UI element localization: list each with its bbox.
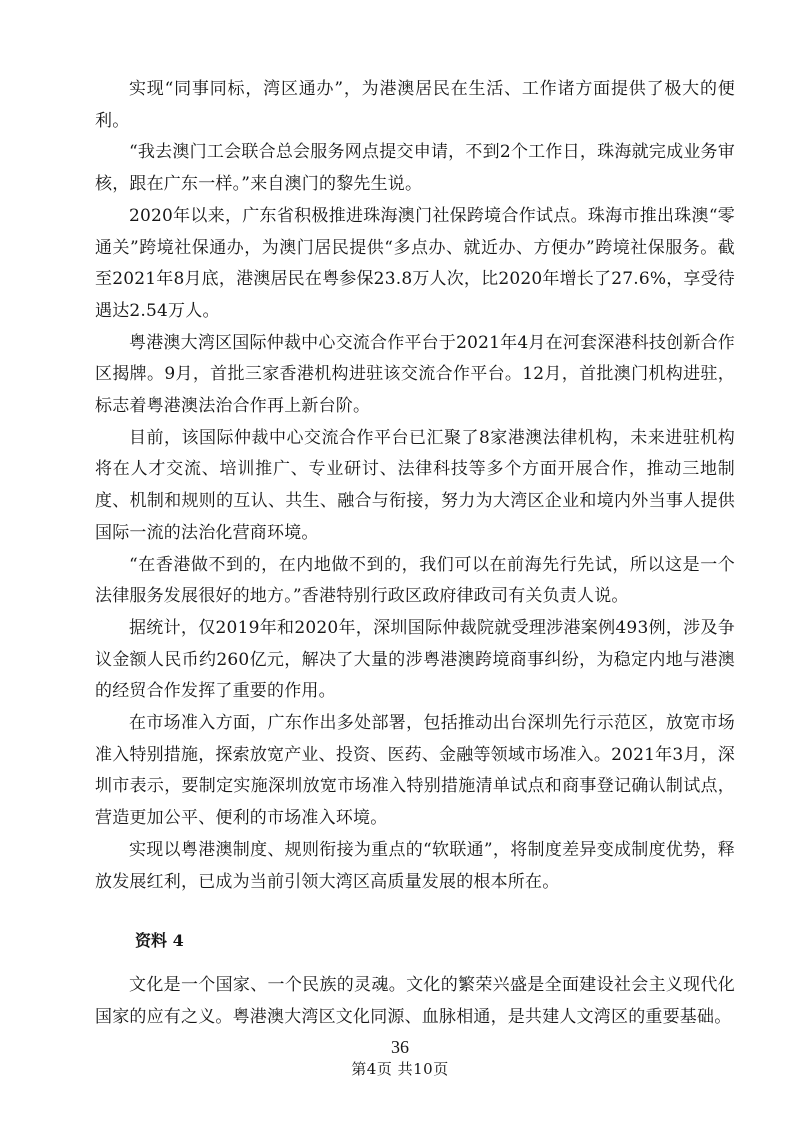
paragraph: 文化是一个国家、一个民族的灵魂。文化的繁荣兴盛是全面建设社会主义现代化国家的应有之义。粤港澳大湾区文化同源、血脉相通，是共建人文湾区的重要基础。	[95, 975, 735, 1027]
paragraph: “在香港做不到的，在内地做不到的，我们可以在前海先行先试，所以这是一个法律服务发展很好的地方。”香港特别行政区政府律政司有关负责人说。	[95, 554, 735, 607]
paragraph: 目前，该国际仲裁中心交流合作平台已汇聚了8家港澳法律机构，未来进驻机构将在人才交流、培训推广、专业研讨、法律科技等多个方面开展合作，推动三地制度、机制和规则的互认、共生、融合与衔接，努力为大湾区企业和境内外当事人提供国际一流的法治化营商环境。	[95, 427, 735, 543]
section-title: 资料 4	[135, 931, 184, 950]
paragraph: 实现以粤港澳制度、规则衔接为重点的“软联通”，将制度差异变成制度优势，释放发展红利，已成为当前引领大湾区高质量发展的根本所在。	[95, 839, 735, 892]
paragraph: 2020年以来，广东省积极推进珠海澳门社保跨境合作试点。珠海市推出珠澳“零通关”跨境社保通办，为澳门居民提供“多点办、就近办、方便办”跨境社保服务。截至2021年8月底，港澳居民在粤参保23.8万人次，比2020年增长了27.6%，享受待遇达2.54万人。	[95, 205, 735, 321]
page-number: 36	[391, 1037, 409, 1057]
section-body	[95, 970, 735, 1033]
paragraph: “我去澳门工会联合总会服务网点提交申请，不到2个工作日，珠海就完成业务审核，跟在广东一样。”来自澳门的黎先生说。	[95, 142, 735, 195]
paragraph: 粤港澳大湾区国际仲裁中心交流合作平台于2021年4月在河套深港科技创新合作区揭牌。9月，首批三家香港机构进驻该交流合作平台。12月，首批澳门机构进驻，标志着粤港澳法治合作再上新台阶。	[95, 332, 735, 417]
page-footer: 第4页 共10页	[351, 1060, 449, 1078]
document-body	[95, 74, 735, 898]
paragraph: 据统计，仅2019年和2020年，深圳国际仲裁院就受理涉港案例493例，涉及争议金额人民币约260亿元，解决了大量的涉粤港澳跨境商事纠纷，为稳定内地与港澳的经贸合作发挥了重要的作用。	[95, 617, 735, 702]
paragraph: 实现“同事同标，湾区通办”，为港澳居民在生活、工作诸方面提供了极大的便利。	[95, 79, 735, 131]
paragraph: 在市场准入方面，广东作出多处部署，包括推动出台深圳先行示范区，放宽市场准入特别措施，探索放宽产业、投资、医药、金融等领域市场准入。2021年3月，深圳市表示，要制定实施深圳放宽市场准入特别措施清单试点和商事登记确认制试点，营造更加公平、便利的市场准入环境。	[95, 713, 735, 829]
